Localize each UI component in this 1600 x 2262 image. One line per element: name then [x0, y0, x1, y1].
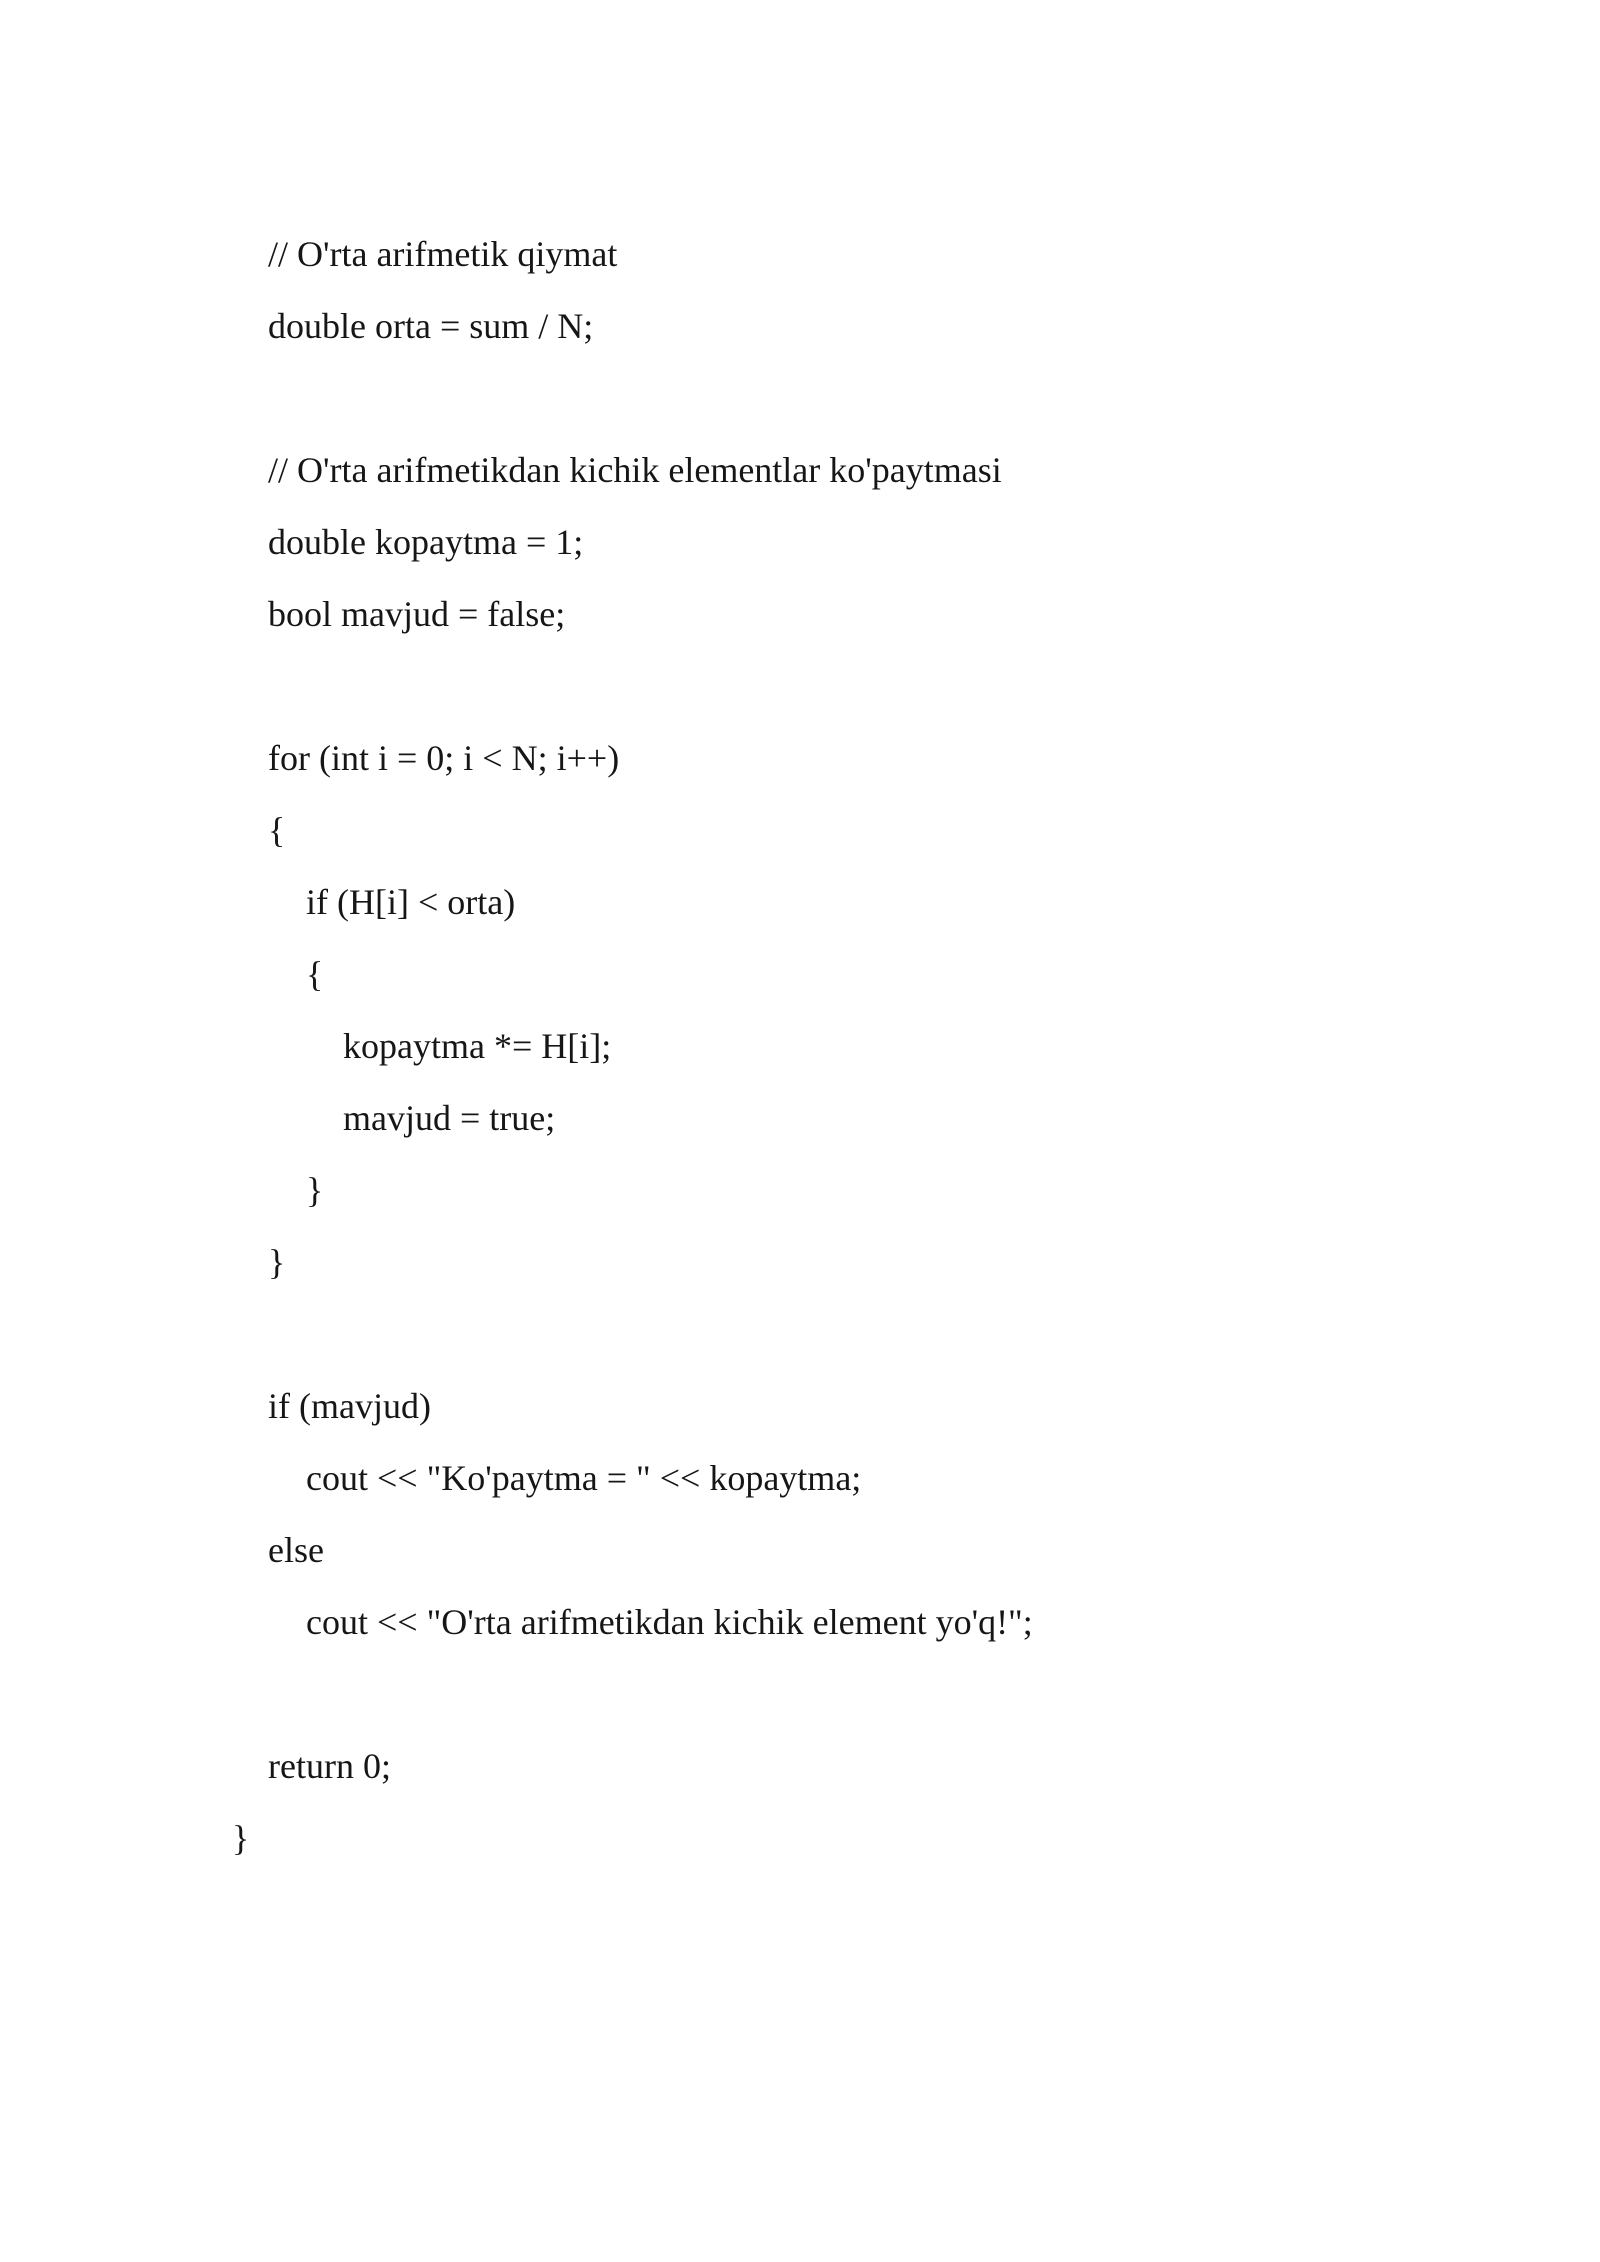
code-line: kopaytma *= H[i];	[343, 1026, 612, 1066]
code-line: if (mavjud)	[268, 1386, 431, 1426]
code-line: {	[268, 810, 286, 850]
code-line: double orta = sum / N;	[268, 306, 594, 346]
code-line: else	[268, 1530, 324, 1570]
blank-line	[232, 650, 1033, 722]
blank-line	[232, 1298, 1033, 1370]
code-line: bool mavjud = false;	[268, 594, 566, 634]
code-line: // O'rta arifmetikdan kichik elementlar ko'paytmasi	[268, 450, 1002, 490]
code-line: return 0;	[268, 1746, 391, 1786]
code-line: cout << "O'rta arifmetikdan kichik element yo'q!";	[306, 1602, 1033, 1642]
code-line: // O'rta arifmetik qiymat	[268, 234, 618, 274]
code-line: cout << "Ko'paytma = " << kopaytma;	[306, 1458, 862, 1498]
code-line: if (H[i] < orta)	[306, 882, 516, 922]
code-line: mavjud = true;	[343, 1098, 556, 1138]
code-line: }	[268, 1242, 286, 1282]
blank-line	[232, 1658, 1033, 1730]
code-line: {	[306, 954, 324, 994]
code-listing	[232, 218, 1033, 1874]
blank-line	[232, 362, 1033, 434]
code-line: double kopaytma = 1;	[268, 522, 584, 562]
code-line: for (int i = 0; i < N; i++)	[268, 738, 620, 778]
code-line: }	[232, 1818, 250, 1858]
code-line: }	[306, 1170, 324, 1210]
